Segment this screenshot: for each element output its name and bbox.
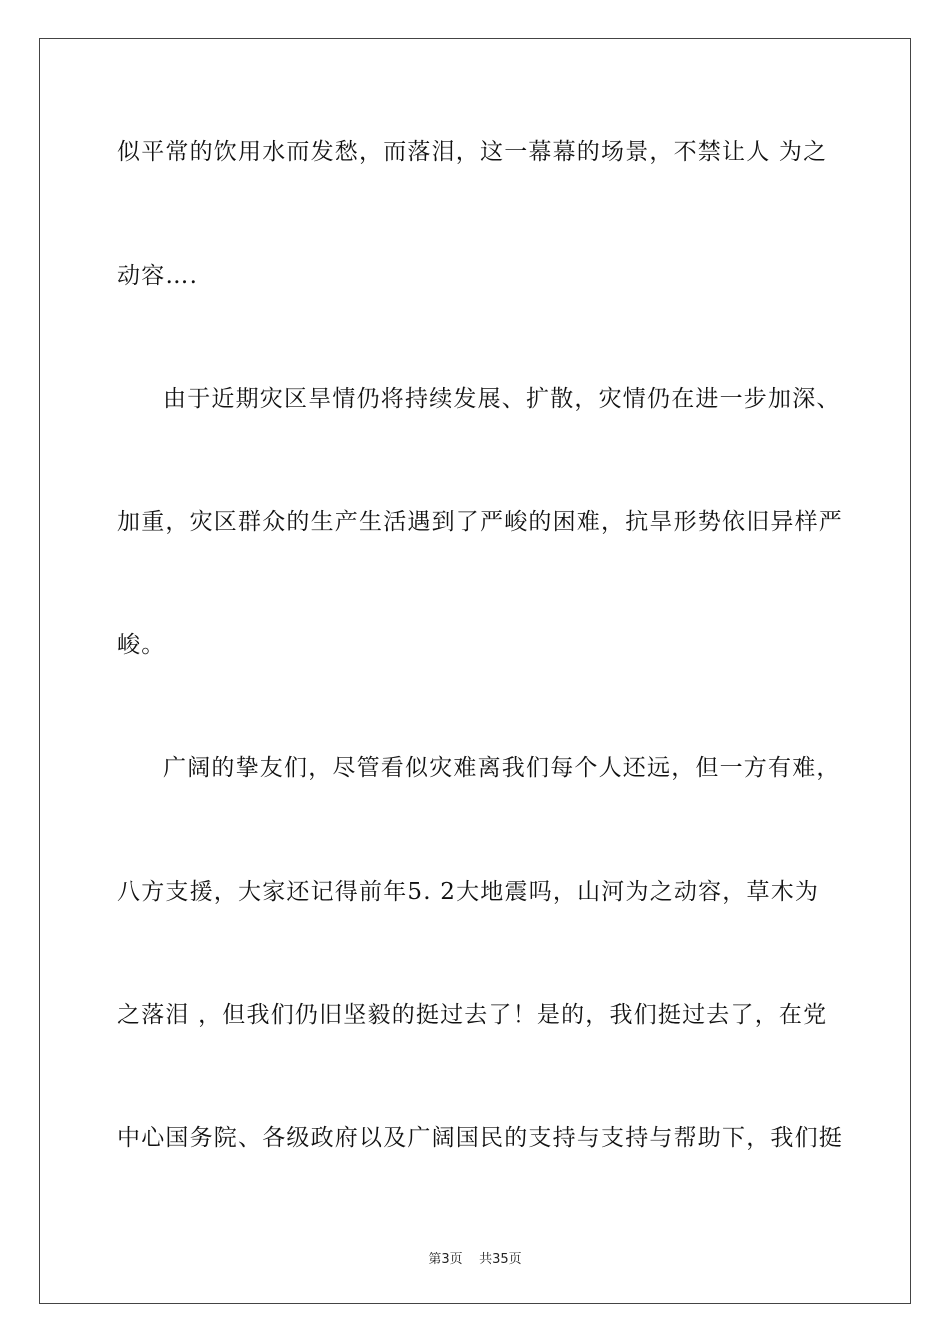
page-border	[39, 38, 911, 1304]
text-line-7: 八方支援，大家还记得前年5. 2大地震吗，山河为之动容，草木为	[117, 879, 820, 905]
page-number-footer: 第3页 共35页	[428, 1252, 522, 1267]
text-line-1: 似平常的饮用水而发愁，而落泪，这一幕幕的场景，不禁让人 为之	[117, 139, 828, 165]
text-line-2: 动容….	[117, 263, 199, 289]
text-line-6: 广阔的挚友们，尽管看似灾难离我们每个人还远，但一方有难，	[163, 755, 841, 781]
text-line-5: 峻。	[117, 632, 166, 658]
text-line-3: 由于近期灾区旱情仍将持续发展、扩散，灾情仍在进一步加深、	[163, 386, 841, 412]
text-line-4: 加重，灾区群众的生产生活遇到了严峻的困难，抗旱形势依旧异样严	[117, 509, 843, 535]
text-line-8: 之落泪 ，但我们仍旧坚毅的挺过去了！是的，我们挺过去了，在党	[117, 1002, 828, 1028]
text-line-9: 中心国务院、各级政府以及广阔国民的支持与支持与帮助下，我们挺	[117, 1125, 843, 1151]
